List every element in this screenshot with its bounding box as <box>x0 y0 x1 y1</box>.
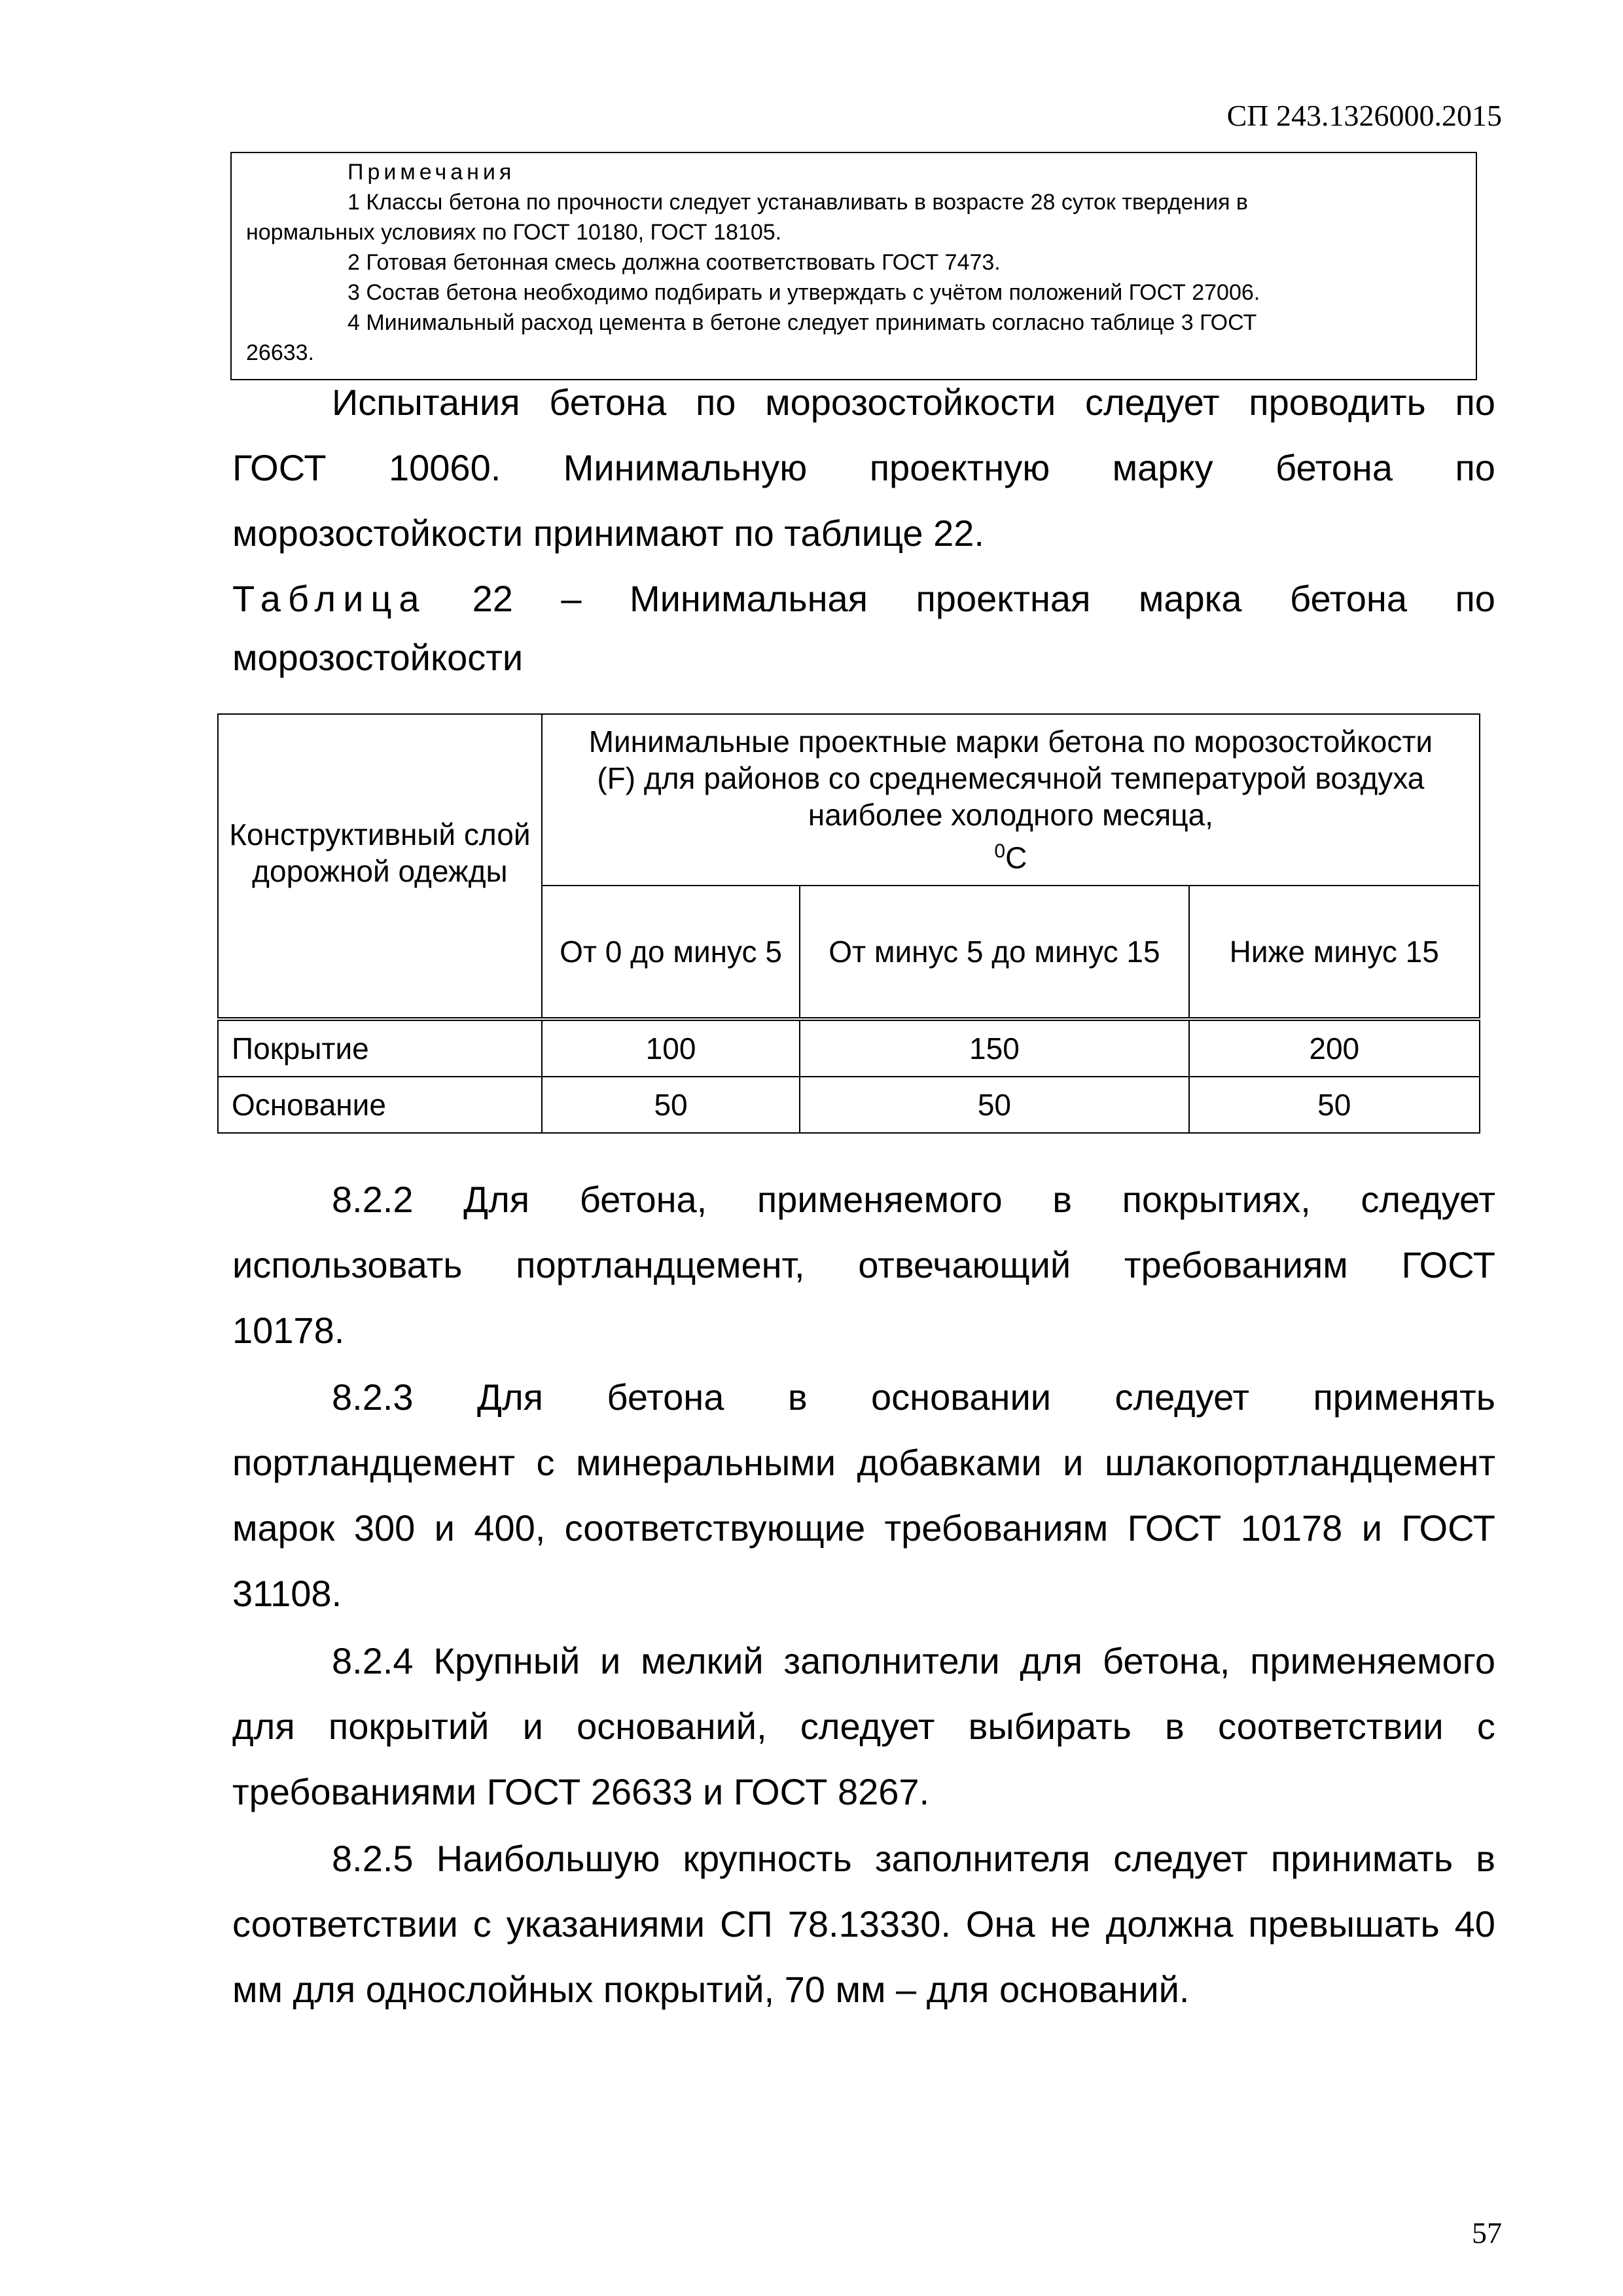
word: 8.2.4 <box>332 1640 414 1681</box>
text-line: 10178. <box>232 1310 345 1351</box>
word: должна <box>1105 1903 1234 1945</box>
word: Минимальная <box>629 578 868 619</box>
word: Для <box>463 1179 530 1220</box>
word: портландцемент, <box>516 1244 805 1285</box>
word: по <box>1455 382 1495 423</box>
paragraph-8-2-5 <box>232 1837 1495 2034</box>
word: 300 <box>353 1507 416 1549</box>
word: добавками <box>857 1442 1042 1483</box>
unit-letter: С <box>1005 840 1027 875</box>
note-line: 3 Состав бетона необходимо подбирать и утверждать с учётом положений ГОСТ 27006. <box>348 280 1260 305</box>
word: для <box>232 1706 295 1747</box>
text-line: морозостойкости принимают по таблице 22. <box>232 512 984 554</box>
column-header: Ниже минус 15 <box>1189 886 1480 1019</box>
word: соответствии <box>1217 1706 1444 1747</box>
word: в <box>1052 1179 1072 1220</box>
justified-line <box>232 1376 1495 1441</box>
word: применять <box>1313 1376 1495 1418</box>
word: 40 <box>1454 1903 1495 1945</box>
word: заполнители <box>783 1640 1000 1681</box>
table-caption <box>232 577 1495 702</box>
row-label: Покрытие <box>218 1019 542 1077</box>
word: следует <box>1361 1179 1495 1220</box>
word: по <box>695 382 736 423</box>
column-header: От минус 5 до минус 15 <box>800 886 1188 1019</box>
word: 8.2.2 <box>332 1179 414 1220</box>
word: соответствующие <box>564 1507 866 1549</box>
word: шлакопортландцемент <box>1104 1442 1495 1483</box>
caption-line-2: морозостойкости <box>232 637 524 678</box>
word: Она <box>965 1903 1035 1945</box>
caption-line <box>232 577 1495 643</box>
word: марка <box>1138 578 1242 619</box>
word: бетона <box>607 1376 724 1418</box>
note-line: 26633. <box>246 340 314 365</box>
paragraph-8-2-3 <box>232 1376 1495 1638</box>
table-row <box>218 1019 1480 1077</box>
word: ГОСТ <box>1401 1507 1495 1549</box>
word: марку <box>1112 447 1213 488</box>
word: бетона <box>1275 447 1393 488</box>
word: и <box>1361 1507 1382 1549</box>
note-line: 4 Минимальный расход цемента в бетоне следует принимать согласно таблице 3 ГОСТ <box>348 310 1257 335</box>
caption-words <box>473 577 1495 620</box>
word: заполнителя <box>874 1838 1091 1879</box>
word: применяемого <box>1250 1640 1495 1681</box>
word: использовать <box>232 1244 463 1285</box>
justified-line <box>232 381 1495 446</box>
word: следует <box>1115 1376 1250 1418</box>
word: портландцемент <box>232 1442 516 1483</box>
word: мелкий <box>641 1640 764 1681</box>
word: Наибольшую <box>436 1838 660 1879</box>
word: следует <box>1113 1838 1248 1879</box>
word: требованиям <box>1124 1244 1348 1285</box>
word: СП <box>720 1903 773 1945</box>
notes-title: Примечания <box>348 160 516 185</box>
word: и <box>600 1640 621 1681</box>
note-line: 2 Готовая бетонная смесь должна соответствовать ГОСТ 7473. <box>348 250 1001 275</box>
justified-line <box>232 1441 1495 1507</box>
word: проектную <box>869 447 1050 488</box>
word: Испытания <box>332 382 520 423</box>
paragraph-8-2-2 <box>232 1178 1495 1374</box>
justified-line <box>232 1903 1495 1968</box>
word: принимать <box>1270 1838 1454 1879</box>
text-line: требованиями ГОСТ 26633 и ГОСТ 8267. <box>232 1771 930 1812</box>
column-header: От 0 до минус 5 <box>542 886 800 1019</box>
word: ГОСТ <box>1401 1244 1495 1285</box>
word: указаниями <box>506 1903 705 1945</box>
document-code: СП 243.1326000.2015 <box>1226 99 1502 132</box>
justified-line <box>232 1705 1495 1770</box>
word: ГОСТ <box>232 447 327 488</box>
group-header-line: (F) для районов со среднемесячной температурой воздуха <box>597 761 1425 796</box>
word: Крупный <box>433 1640 580 1681</box>
word: 78.13330. <box>787 1903 951 1945</box>
word: проводить <box>1249 382 1426 423</box>
justified-line <box>232 446 1495 512</box>
table-cell: 200 <box>1189 1019 1480 1077</box>
text-line: мм для однослойных покрытий, 70 мм – для оснований. <box>232 1969 1190 2010</box>
word: с <box>1476 1706 1495 1747</box>
word: покрытиях, <box>1122 1179 1311 1220</box>
word: с <box>536 1442 555 1483</box>
group-header-cell <box>542 714 1480 886</box>
word: отвечающий <box>858 1244 1071 1285</box>
note-line: 1 Классы бетона по прочности следует устанавливать в возрасте 28 суток твердения в <box>348 190 1248 215</box>
table-cell: 50 <box>542 1077 800 1133</box>
intro-paragraph <box>232 381 1495 577</box>
word: проектная <box>916 578 1091 619</box>
table-row <box>218 1077 1480 1133</box>
caption-label: Таблица <box>232 578 427 619</box>
word: 8.2.3 <box>332 1376 414 1418</box>
word: в <box>1476 1838 1495 1879</box>
word: с <box>473 1903 491 1945</box>
word: и <box>1063 1442 1084 1483</box>
group-header-line: Минимальные проектные марки бетона по морозостойкости <box>588 725 1433 759</box>
group-header-line: наиболее холодного месяца, <box>808 798 1213 833</box>
text-line: 31108. <box>232 1573 342 1614</box>
word: основании <box>871 1376 1051 1418</box>
justified-line <box>232 1640 1495 1705</box>
word: 8.2.5 <box>332 1838 414 1879</box>
word: в <box>1165 1706 1185 1747</box>
justified-line <box>232 1837 1495 1903</box>
word: покрытий <box>328 1706 490 1747</box>
table-cell: 150 <box>800 1019 1188 1077</box>
word: 400, <box>474 1507 546 1549</box>
word: Для <box>477 1376 543 1418</box>
word: бетона, <box>1102 1640 1230 1681</box>
word: бетона <box>549 382 667 423</box>
word: Минимальную <box>563 447 808 488</box>
word: выбирать <box>968 1706 1132 1747</box>
word: минеральными <box>576 1442 836 1483</box>
table-cell: 50 <box>800 1077 1188 1133</box>
word: крупность <box>683 1838 852 1879</box>
word: для <box>1020 1640 1083 1681</box>
page-number: 57 <box>1472 2216 1502 2250</box>
notes-box <box>230 152 1477 380</box>
word: 10060. <box>388 447 501 488</box>
row-header-cell <box>218 714 542 1019</box>
word: оснований, <box>577 1706 767 1747</box>
word: следует <box>1085 382 1220 423</box>
word: 22 <box>472 578 513 619</box>
degree-sup: 0 <box>994 840 1006 863</box>
table-cell: 100 <box>542 1019 800 1077</box>
word: в <box>787 1376 808 1418</box>
word: по <box>1455 447 1495 488</box>
word: бетона <box>1290 578 1407 619</box>
word: применяемого <box>757 1179 1003 1220</box>
paragraph-8-2-4 <box>232 1640 1495 1836</box>
frost-resistance-table <box>217 713 1480 1134</box>
word: превышать <box>1248 1903 1440 1945</box>
word: соответствии <box>232 1903 458 1945</box>
word: ГОСТ <box>1127 1507 1222 1549</box>
word: требованиям <box>884 1507 1109 1549</box>
word: бетона, <box>579 1179 707 1220</box>
row-label: Основание <box>218 1077 542 1133</box>
word: не <box>1050 1903 1091 1945</box>
table-cell: 50 <box>1189 1077 1480 1133</box>
word: и <box>434 1507 455 1549</box>
word: 10178 <box>1240 1507 1343 1549</box>
word: морозостойкости <box>765 382 1056 423</box>
justified-line <box>232 1507 1495 1572</box>
justified-line <box>232 1178 1495 1244</box>
word: марок <box>232 1507 335 1549</box>
group-header-unit <box>550 833 1471 876</box>
word: по <box>1455 578 1495 619</box>
note-line: нормальных условиях по ГОСТ 10180, ГОСТ 18105. <box>246 220 782 245</box>
row-header-text: Конструктивный слой дорожной одежды <box>229 817 531 888</box>
word: следует <box>800 1706 935 1747</box>
word: – <box>561 578 582 619</box>
word: и <box>522 1706 543 1747</box>
justified-line <box>232 1244 1495 1309</box>
